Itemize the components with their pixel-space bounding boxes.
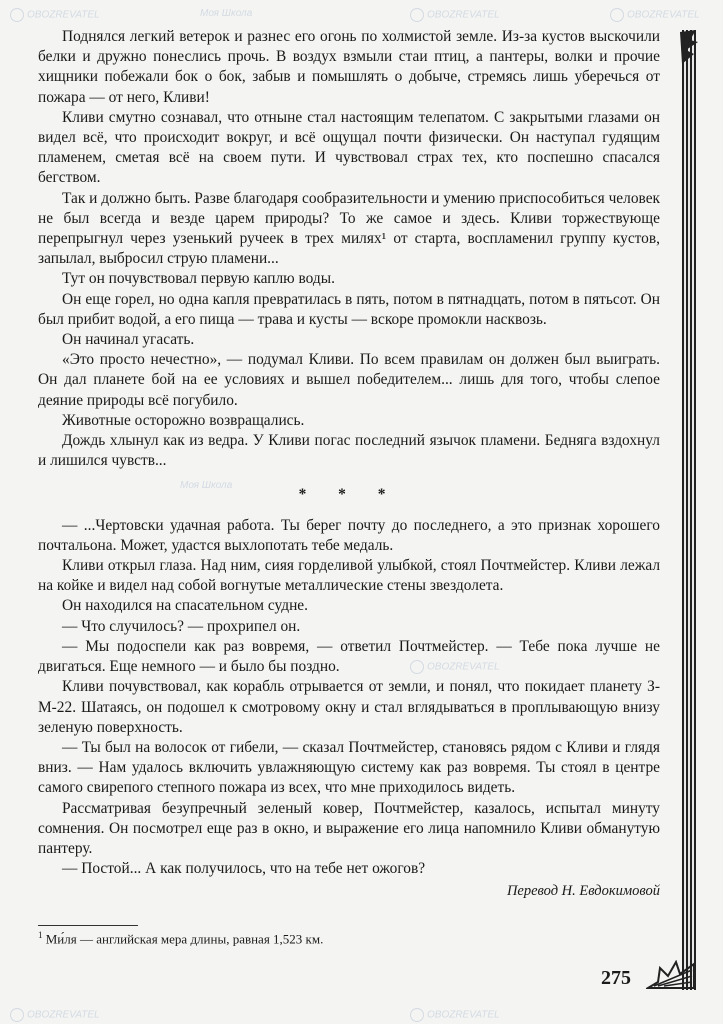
paragraph: — Что случилось? — прохрипел он. [62,617,301,635]
paragraph: Животные осторожно возвращались. [62,411,305,429]
page-edge-ornament-icon [676,28,700,68]
watermark: OBOZREVATEL [10,1008,100,1022]
watermark-logo-icon [410,1008,424,1022]
section-separator: * * * [298,486,400,504]
paragraph: Он еще горел, но одна капля превратилась в пять, потом в пятнадцать, потом в пятьсот. Он был прибит водой, а его пища — трава и кусты — вскоре промокли насквозь. [38,290,660,328]
paragraph: — Постой... А как получилось, что на тебе нет ожогов? [62,860,426,878]
paragraph: «Это просто нечестно», — подумал Кливи. По всем правилам он должен был выиграть. Он дал планете бой на ее условиях и вышел победителем... лишь для того, чтобы слепое деяние природы всё погубило. [38,351,660,409]
watermark: Моя Школа [200,8,253,19]
paragraph: Поднялся легкий ветерок и разнес его огонь по холмистой земле. Из-за кустов выскочили белки и дружно понеслись прочь. В воздух взмыли стаи птиц, а пантеры, волки и прочие хищники побежали бок о бок, забыв и помышлять о добыче, стремясь лишь уберечься от пожара — от него, Кливи! [38,28,660,106]
footnote-divider [38,925,138,926]
footnote [38,930,323,947]
paragraph: Он находился на спасательном судне. [62,597,308,615]
main-text [38,27,660,902]
paragraph: Так и должно быть. Разве благодаря сообразительности и умению приспособиться человек не был всегда и везде царем природы? То же самое и здесь. Кливи торжествующе перепрыгнул через узенький ручеек в трех милях¹ от старта, воспламенил группу кустов, запылал, выбросил струю пламени... [38,189,660,268]
paragraph: Дождь хлынул как из ведра. У Кливи погас последний язычок пламени. Бедняга вздохнул и лишился чувств... [38,432,660,470]
paragraph: Кливи смутно сознавал, что отныне стал настоящим телепатом. С закрытыми глазами он видел всё, что происходит вокруг, и всё ощущал почти физически. Он наступал гудящим пламенем, сметая всё на своем пути. И чувствовал страх тех, кто поспешно спасался бегством. [38,108,660,187]
page-number: 275 [601,967,631,989]
watermark: OBOZREVATEL [10,8,100,22]
watermark: OBOZREVATEL [410,1008,500,1022]
paragraph: — Мы подоспели как раз вовремя, — ответил Почтмейстер. — Тебе пока лучше не двигаться. Еще немного — и было бы поздно. [38,637,660,676]
watermark-logo-icon [610,8,624,22]
page-edge-decoration [682,30,696,990]
corner-ornament-icon [646,960,696,990]
watermark: OBOZREVATEL [410,8,500,22]
watermark-logo-icon [10,1008,24,1022]
paragraph: Он начинал угасать. [62,331,195,349]
paragraph: Кливи открыл глаза. Над ним, сияя горделивой улыбкой, стоял Почтмейстер. Кливи лежал на койке и видел над собой вогнутые металлические стены звездолета. [38,557,660,595]
watermark: Моя Школа [180,480,233,491]
paragraph: Рассматривая безупречный зеленый ковер, Почтмейстер, казалось, испытал минуту сомнения. Он посмотрел еще раз в окно, и выражение его лица напомнило Кливи обманутую пантеру. [38,799,660,857]
watermark-logo-icon [410,8,424,22]
paragraph: — Ты был на волосок от гибели, — сказал Почтмейстер, становясь рядом с Кливи и глядя вниз. — Нам удалось включить увлажняющую систему как раз вовремя. Ты стоял в центре самого свирепого степного пожара из всех, что мне приходилось видеть. [38,738,660,797]
translator-credit: Перевод Н. Евдокимовой [506,883,660,900]
footnote-mark: 1 [38,930,43,940]
footnote-text: Ми́ля — английская мера длины, равная 1,523 км. [45,931,324,947]
paragraph: — ...Чертовски удачная работа. Ты берег почту до последнего, а это признак хорошего почтальона. Может, удастся выхлопотать тебе медаль. [38,516,660,554]
paragraph: Тут он почувствовал первую каплю воды. [62,270,335,288]
paragraph: Кливи почувствовал, как корабль отрывается от земли, и понял, что покидает планету З-М-22. Шатаясь, он подошел к смотровому окну и стал вглядываться в проплывающую внизу зеленую поверхность. [38,678,660,736]
watermark: OBOZREVATEL [410,660,500,674]
watermark-logo-icon [10,8,24,22]
watermark: OBOZREVATEL [610,8,700,22]
